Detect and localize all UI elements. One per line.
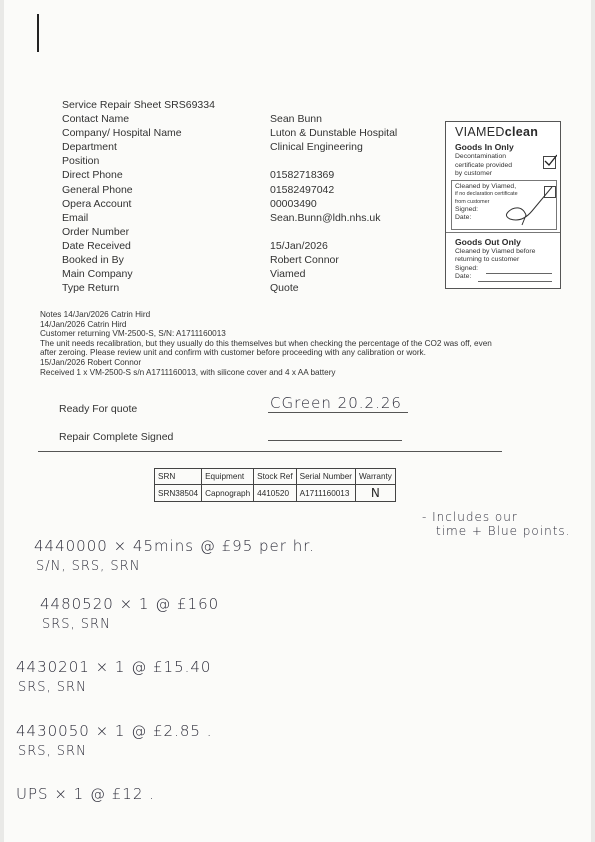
field-label: Booked in By — [62, 254, 124, 266]
text-cursor — [37, 14, 39, 52]
field-label: Company/ Hospital Name — [62, 127, 182, 140]
ready-for-quote-label: Ready For quote — [59, 403, 138, 415]
viamed-clean-logo: VIAMEDclean — [455, 125, 539, 139]
note-line: Customer returning VM-2500-S, S/N: A1711160013 — [40, 329, 226, 339]
field-value: Luton & Dunstable Hospital — [270, 127, 398, 140]
field-label: Type Return — [62, 282, 120, 295]
table-cell: SRN38504 — [155, 485, 202, 502]
handwritten-line: 4430201 × 1 @ £15.40 — [16, 658, 212, 676]
field-value: 00003490 — [270, 197, 317, 210]
notes-section — [40, 310, 492, 377]
signature-scribble — [482, 185, 556, 227]
handwritten-subline: SRS, SRN — [42, 617, 111, 632]
table-cell: N — [355, 485, 395, 502]
handwritten-line: 4440000 × 45mins @ £95 per hr. — [34, 537, 315, 555]
field-value: Sean.Bunn@ldh.nhs.uk — [270, 211, 381, 224]
table-header-cell: Equipment — [202, 469, 254, 485]
field-label: Email — [62, 211, 89, 224]
handwritten-subline: SRS, SRN — [18, 744, 87, 759]
note-line: Received 1 x VM-2500-S s/n A1711160013, with silicone cover and 4 x AA battery — [40, 367, 336, 377]
note-line: 15/Jan/2026 Robert Connor — [40, 357, 142, 367]
field-label: Position — [62, 155, 100, 168]
field-value: Quote — [270, 282, 299, 295]
note-line: after zeroing. Please review unit and confirm with customer before proceeding with any calibration or work. — [40, 348, 426, 358]
table-header-cell: SRN — [155, 469, 202, 485]
decon-certificate-checkbox[interactable] — [543, 156, 556, 169]
field-label: Contact Name — [62, 113, 130, 125]
table-header-cell: Warranty — [355, 469, 395, 485]
field-label: Department — [62, 141, 117, 154]
handwritten-subline: SRS, SRN — [18, 680, 87, 695]
field-label: Main Company — [62, 268, 133, 281]
table-row — [155, 485, 396, 502]
handwritten-line: UPS × 1 @ £12 . — [16, 785, 155, 803]
field-value: 15/Jan/2026 — [270, 239, 328, 252]
repair-complete-label: Repair Complete Signed — [59, 431, 174, 443]
repair-sheet-page — [4, 0, 591, 842]
goods-out-title: Goods Out Only — [455, 237, 521, 247]
goods-in-title: Goods In Only — [455, 142, 514, 152]
handwritten-side-note: - Includes our time + Blue points. — [422, 510, 571, 538]
table-header-row — [155, 469, 396, 485]
handwritten-line: 4430050 × 1 @ £2.85 . — [16, 722, 213, 740]
table-cell: A1711160013 — [296, 485, 355, 502]
table-cell: 4410520 — [254, 485, 297, 502]
handwritten-subline: S/N, SRS, SRN — [36, 559, 141, 574]
sheet-title: Service Repair Sheet SRS69334 — [62, 99, 215, 111]
note-line: 14/Jan/2026 Catrin Hird — [40, 319, 127, 329]
ready-for-quote-signature: CGreen 20.2.26 — [270, 394, 402, 412]
cleaned-by-viamed-panel: Cleaned by Viamed, if no declaration certificate from customer Signed: Date: — [451, 180, 557, 230]
goods-in-decon-text: Decontamination certificate provided by customer — [455, 153, 513, 178]
table-header-cell: Serial Number — [296, 469, 355, 485]
checkmark-icon — [544, 154, 557, 167]
note-line: The unit needs recalibration, but they usually do this themselves but when checking the percentage of the CO2 was off, even — [40, 338, 492, 348]
table-cell: Capnograph — [202, 485, 254, 502]
field-value: Robert Connor — [270, 254, 339, 266]
note-line: Notes 14/Jan/2026 Catrin Hird — [40, 310, 151, 319]
equipment-table — [154, 468, 396, 502]
table-header-cell: Stock Ref — [254, 469, 297, 485]
field-value: Clinical Engineering — [270, 141, 363, 154]
field-label: Direct Phone — [62, 169, 123, 182]
field-value: 01582497042 — [270, 183, 335, 196]
field-label: General Phone — [62, 183, 133, 196]
goods-out-text: Cleaned by Viamed before returning to customer Signed: Date: — [455, 248, 536, 281]
field-value: Viamed — [270, 268, 306, 281]
field-value: Sean Bunn — [270, 113, 322, 125]
decontamination-box — [445, 121, 561, 289]
field-label: Order Number — [62, 225, 130, 238]
field-label: Opera Account — [62, 197, 132, 210]
field-label: Date Received — [62, 239, 131, 252]
handwritten-line: 4480520 × 1 @ £160 — [40, 595, 220, 613]
field-value: 01582718369 — [270, 169, 335, 182]
